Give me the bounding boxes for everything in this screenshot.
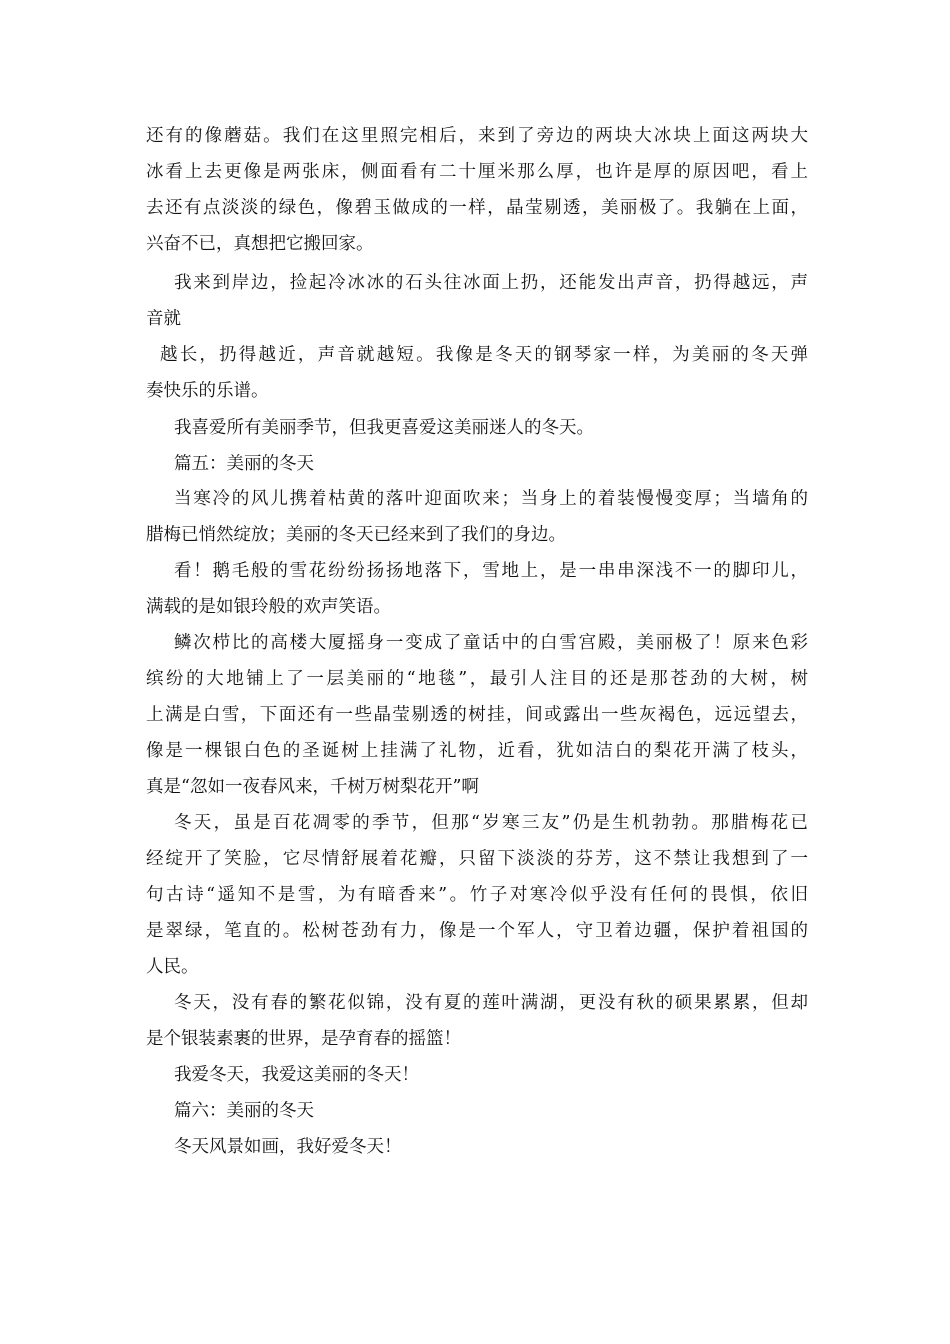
text-line: 腊梅已悄然绽放；美丽的冬天已经来到了我们的身边。 bbox=[146, 525, 566, 545]
text-line: 还有的像蘑菇。我们在这里照完相后，来到了旁边的两块大冰块上面这两块大 bbox=[146, 126, 808, 146]
text-line: 上满是白雪，下面还有一些晶莹剔透的树挂，间或露出一些灰褐色，远远望去， bbox=[146, 705, 808, 725]
text-line: 是个银装素裹的世界，是孕育春的摇篮！ bbox=[146, 1029, 461, 1049]
section-heading: 篇六：美丽的冬天 bbox=[174, 1101, 314, 1121]
text-line: 兴奋不已，真想把它搬回家。 bbox=[146, 234, 374, 254]
text-line: 冬天，虽是百花凋零的季节，但那“岁寒三友”仍是生机勃勃。那腊梅花已 bbox=[174, 813, 808, 833]
text-line: 看！鹅毛般的雪花纷纷扬扬地落下，雪地上，是一串串深浅不一的脚印儿， bbox=[174, 561, 808, 581]
text-line: 音就 bbox=[146, 309, 181, 329]
text-line: 奏快乐的乐谱。 bbox=[146, 381, 269, 401]
text-line: 当寒冷的风儿携着枯黄的落叶迎面吹来；当身上的着装慢慢变厚；当墙角的 bbox=[174, 489, 808, 509]
text-line: 句古诗“遥知不是雪，为有暗香来”。竹子对寒冷似乎没有任何的畏惧，依旧 bbox=[146, 885, 808, 905]
section-heading: 篇五：美丽的冬天 bbox=[174, 454, 314, 474]
text-line: 我来到岸边，捡起冷冰冰的石头往冰面上扔，还能发出声音，扔得越远，声 bbox=[174, 273, 808, 293]
text-line: 鳞次栉比的高楼大厦摇身一变成了童话中的白雪宫殿，美丽极了！原来色彩 bbox=[174, 633, 808, 653]
text-line: 真是“忽如一夜春风来，千树万树梨花开”啊 bbox=[146, 777, 479, 797]
text-line: 冰看上去更像是两张床，侧面看有二十厘米那么厚，也许是厚的原因吧，看上 bbox=[146, 162, 808, 182]
text-line: 像是一棵银白色的圣诞树上挂满了礼物，近看，犹如洁白的梨花开满了枝头， bbox=[146, 741, 808, 761]
text-line: 缤纷的大地铺上了一层美丽的“地毯”，最引人注目的还是那苍劲的大树，树 bbox=[146, 669, 808, 689]
text-line: 我爱冬天，我爱这美丽的冬天！ bbox=[174, 1065, 419, 1085]
text-line: 冬天，没有春的繁花似锦，没有夏的莲叶满湖，更没有秋的硕果累累，但却 bbox=[174, 993, 808, 1013]
text-line: 是翠绿，笔直的。松树苍劲有力，像是一个军人，守卫着边疆，保护着祖国的 bbox=[146, 921, 808, 941]
text-line: 越长，扔得越近，声音就越短。我像是冬天的钢琴家一样，为美丽的冬天弹 bbox=[160, 345, 808, 365]
text-line: 经绽开了笑脸，它尽情舒展着花瓣，只留下淡淡的芬芳，这不禁让我想到了一 bbox=[146, 849, 808, 869]
text-line: 我喜爱所有美丽季节，但我更喜爱这美丽迷人的冬天。 bbox=[174, 418, 594, 438]
text-line: 人民。 bbox=[146, 957, 199, 977]
text-line: 冬天风景如画，我好爱冬天！ bbox=[174, 1137, 402, 1157]
text-line: 满载的是如银玲般的欢声笑语。 bbox=[146, 597, 391, 617]
text-line: 去还有点淡淡的绿色，像碧玉做成的一样，晶莹剔透，美丽极了。我躺在上面， bbox=[146, 198, 808, 218]
